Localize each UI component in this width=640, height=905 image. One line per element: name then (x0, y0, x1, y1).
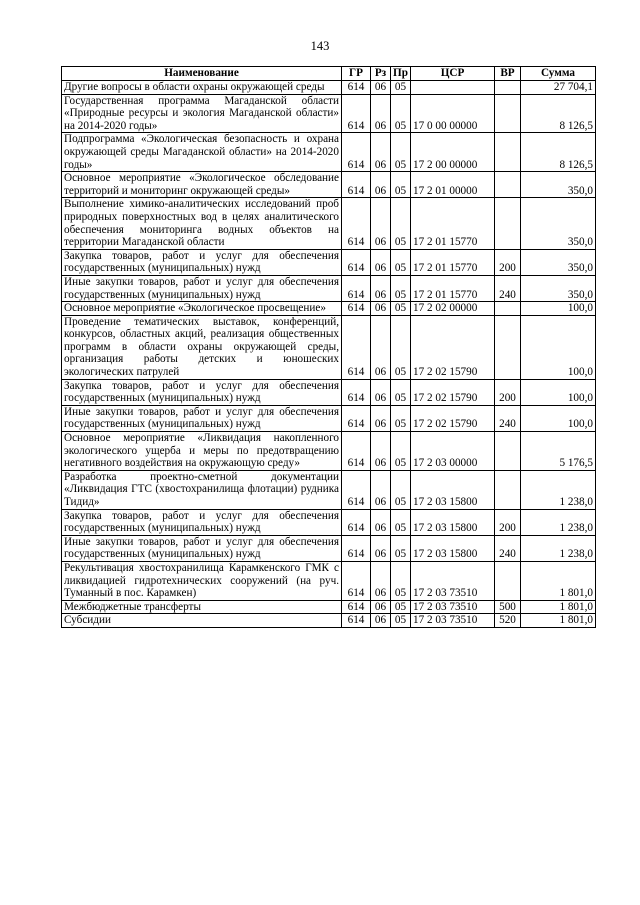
cell-csr: 17 2 03 15800 (411, 509, 495, 535)
cell-rz: 06 (371, 470, 391, 509)
cell-rz: 06 (371, 379, 391, 405)
cell-name: Субсидии (62, 614, 342, 628)
cell-gr: 614 (342, 315, 371, 379)
header-gr: ГР (342, 67, 371, 81)
table-row (62, 172, 596, 198)
cell-name: Закупка товаров, работ и услуг для обеспечения государственных (муниципальных) нужд (62, 379, 342, 405)
cell-pr: 05 (391, 249, 411, 275)
table-row (62, 470, 596, 509)
cell-rz: 06 (371, 614, 391, 628)
cell-vr (495, 198, 521, 249)
cell-pr: 05 (391, 315, 411, 379)
cell-vr: 240 (495, 405, 521, 431)
cell-vr (495, 561, 521, 600)
cell-vr: 520 (495, 614, 521, 628)
table-row (62, 198, 596, 249)
cell-pr: 05 (391, 405, 411, 431)
cell-gr: 614 (342, 614, 371, 628)
cell-gr: 614 (342, 81, 371, 95)
cell-csr: 17 2 01 00000 (411, 172, 495, 198)
cell-gr: 614 (342, 470, 371, 509)
cell-csr: 17 2 01 15770 (411, 198, 495, 249)
cell-vr: 200 (495, 509, 521, 535)
cell-gr: 614 (342, 172, 371, 198)
cell-vr: 200 (495, 249, 521, 275)
cell-sum: 1 238,0 (521, 470, 596, 509)
cell-name: Закупка товаров, работ и услуг для обеспечения государственных (муниципальных) нужд (62, 249, 342, 275)
cell-sum: 350,0 (521, 275, 596, 301)
table-row (62, 600, 596, 614)
table-header-row (62, 67, 596, 81)
cell-rz: 06 (371, 315, 391, 379)
cell-rz: 06 (371, 561, 391, 600)
cell-name: Проведение тематических выставок, конференций, конкурсов, областных акций, реализация общественных программ в области охраны окружающей среды, организация работы детских и юношеских экологических патрулей (62, 315, 342, 379)
cell-gr: 614 (342, 249, 371, 275)
cell-pr: 05 (391, 302, 411, 316)
cell-gr: 614 (342, 432, 371, 471)
cell-rz: 06 (371, 133, 391, 172)
table-row (62, 509, 596, 535)
cell-rz: 06 (371, 94, 391, 133)
cell-name: Иные закупки товаров, работ и услуг для обеспечения государственных (муниципальных) нужд (62, 535, 342, 561)
cell-gr: 614 (342, 94, 371, 133)
cell-pr: 05 (391, 509, 411, 535)
cell-rz: 06 (371, 81, 391, 95)
cell-pr: 05 (391, 275, 411, 301)
cell-name: Другие вопросы в области охраны окружающей среды (62, 81, 342, 95)
cell-csr: 17 2 03 15800 (411, 470, 495, 509)
cell-rz: 06 (371, 302, 391, 316)
cell-name: Основное мероприятие «Экологическое просвещение» (62, 302, 342, 316)
cell-csr: 17 2 02 15790 (411, 315, 495, 379)
table-body (62, 81, 596, 628)
cell-rz: 06 (371, 509, 391, 535)
cell-gr: 614 (342, 133, 371, 172)
table-row (62, 81, 596, 95)
cell-gr: 614 (342, 198, 371, 249)
cell-rz: 06 (371, 600, 391, 614)
cell-csr: 17 2 02 15790 (411, 405, 495, 431)
cell-vr (495, 315, 521, 379)
header-pr: Пр (391, 67, 411, 81)
cell-sum: 100,0 (521, 302, 596, 316)
cell-csr: 17 2 03 73510 (411, 614, 495, 628)
cell-name: Иные закупки товаров, работ и услуг для обеспечения государственных (муниципальных) нужд (62, 275, 342, 301)
cell-sum: 5 176,5 (521, 432, 596, 471)
cell-sum: 350,0 (521, 198, 596, 249)
cell-pr: 05 (391, 614, 411, 628)
cell-name: Разработка проектно-сметной документации «Ликвидация ГТС (хвостохранилища флотации) рудника Тидид» (62, 470, 342, 509)
cell-pr: 05 (391, 81, 411, 95)
cell-csr (411, 81, 495, 95)
cell-gr: 614 (342, 535, 371, 561)
cell-pr: 05 (391, 133, 411, 172)
cell-name: Закупка товаров, работ и услуг для обеспечения государственных (муниципальных) нужд (62, 509, 342, 535)
cell-name: Рекультивация хвостохранилища Карамкенского ГМК с ликвидацией гидротехнических сооружений (на руч. Туманный в пос. Карамкен) (62, 561, 342, 600)
cell-name: Государственная программа Магаданской области «Природные ресурсы и экология Магаданской области» на 2014-2020 годы» (62, 94, 342, 133)
cell-pr: 05 (391, 561, 411, 600)
cell-csr: 17 2 02 15790 (411, 379, 495, 405)
cell-sum: 100,0 (521, 315, 596, 379)
table-row (62, 614, 596, 628)
cell-sum: 350,0 (521, 172, 596, 198)
cell-csr: 17 0 00 00000 (411, 94, 495, 133)
cell-csr: 17 2 00 00000 (411, 133, 495, 172)
table-row (62, 94, 596, 133)
cell-vr: 200 (495, 379, 521, 405)
cell-sum: 100,0 (521, 405, 596, 431)
budget-table (61, 66, 596, 628)
header-sum: Сумма (521, 67, 596, 81)
table-row (62, 133, 596, 172)
table-row (62, 275, 596, 301)
table-row (62, 405, 596, 431)
cell-pr: 05 (391, 198, 411, 249)
cell-vr (495, 432, 521, 471)
cell-sum: 100,0 (521, 379, 596, 405)
cell-sum: 8 126,5 (521, 133, 596, 172)
cell-name: Иные закупки товаров, работ и услуг для обеспечения государственных (муниципальных) нужд (62, 405, 342, 431)
cell-sum: 1 801,0 (521, 614, 596, 628)
cell-name: Выполнение химико-аналитических исследований проб природных поверхностных вод в целях аналитического обеспечения мониторинга водных объектов на территории Магаданской области (62, 198, 342, 249)
cell-rz: 06 (371, 172, 391, 198)
cell-pr: 05 (391, 94, 411, 133)
cell-vr: 240 (495, 535, 521, 561)
cell-gr: 614 (342, 600, 371, 614)
cell-gr: 614 (342, 302, 371, 316)
cell-pr: 05 (391, 600, 411, 614)
cell-gr: 614 (342, 379, 371, 405)
cell-pr: 05 (391, 535, 411, 561)
header-rz: Рз (371, 67, 391, 81)
cell-sum: 1 801,0 (521, 561, 596, 600)
cell-csr: 17 2 03 00000 (411, 432, 495, 471)
header-name: Наименование (62, 67, 342, 81)
cell-sum: 8 126,5 (521, 94, 596, 133)
cell-gr: 614 (342, 561, 371, 600)
cell-rz: 06 (371, 432, 391, 471)
cell-vr: 240 (495, 275, 521, 301)
cell-sum: 350,0 (521, 249, 596, 275)
page-number: 143 (310, 39, 330, 53)
table-row (62, 561, 596, 600)
table-row (62, 249, 596, 275)
cell-vr (495, 94, 521, 133)
cell-gr: 614 (342, 509, 371, 535)
cell-csr: 17 2 02 00000 (411, 302, 495, 316)
cell-pr: 05 (391, 379, 411, 405)
cell-vr (495, 81, 521, 95)
cell-csr: 17 2 01 15770 (411, 249, 495, 275)
cell-gr: 614 (342, 405, 371, 431)
cell-name: Основное мероприятие «Ликвидация накопленного экологического ущерба и меры по предотвращению негативного воздействия на окружающую среду» (62, 432, 342, 471)
cell-csr: 17 2 03 15800 (411, 535, 495, 561)
table-row (62, 302, 596, 316)
cell-sum: 27 704,1 (521, 81, 596, 95)
cell-csr: 17 2 01 15770 (411, 275, 495, 301)
cell-sum: 1 238,0 (521, 535, 596, 561)
cell-rz: 06 (371, 535, 391, 561)
cell-vr (495, 470, 521, 509)
cell-vr (495, 172, 521, 198)
cell-pr: 05 (391, 172, 411, 198)
cell-name: Подпрограмма «Экологическая безопасность и охрана окружающей среды Магаданской области» на 2014-2020 годы» (62, 133, 342, 172)
cell-name: Межбюджетные трансферты (62, 600, 342, 614)
cell-vr (495, 133, 521, 172)
table-row (62, 379, 596, 405)
cell-rz: 06 (371, 249, 391, 275)
cell-rz: 06 (371, 198, 391, 249)
header-vr: ВР (495, 67, 521, 81)
cell-pr: 05 (391, 470, 411, 509)
header-csr: ЦСР (411, 67, 495, 81)
cell-csr: 17 2 03 73510 (411, 600, 495, 614)
cell-pr: 05 (391, 432, 411, 471)
cell-rz: 06 (371, 275, 391, 301)
cell-sum: 1 238,0 (521, 509, 596, 535)
table-row (62, 432, 596, 471)
cell-name: Основное мероприятие «Экологическое обследование территорий и мониторинг окружающей среды» (62, 172, 342, 198)
cell-gr: 614 (342, 275, 371, 301)
cell-csr: 17 2 03 73510 (411, 561, 495, 600)
cell-vr (495, 302, 521, 316)
table-row (62, 535, 596, 561)
cell-sum: 1 801,0 (521, 600, 596, 614)
cell-vr: 500 (495, 600, 521, 614)
table-row (62, 315, 596, 379)
cell-rz: 06 (371, 405, 391, 431)
